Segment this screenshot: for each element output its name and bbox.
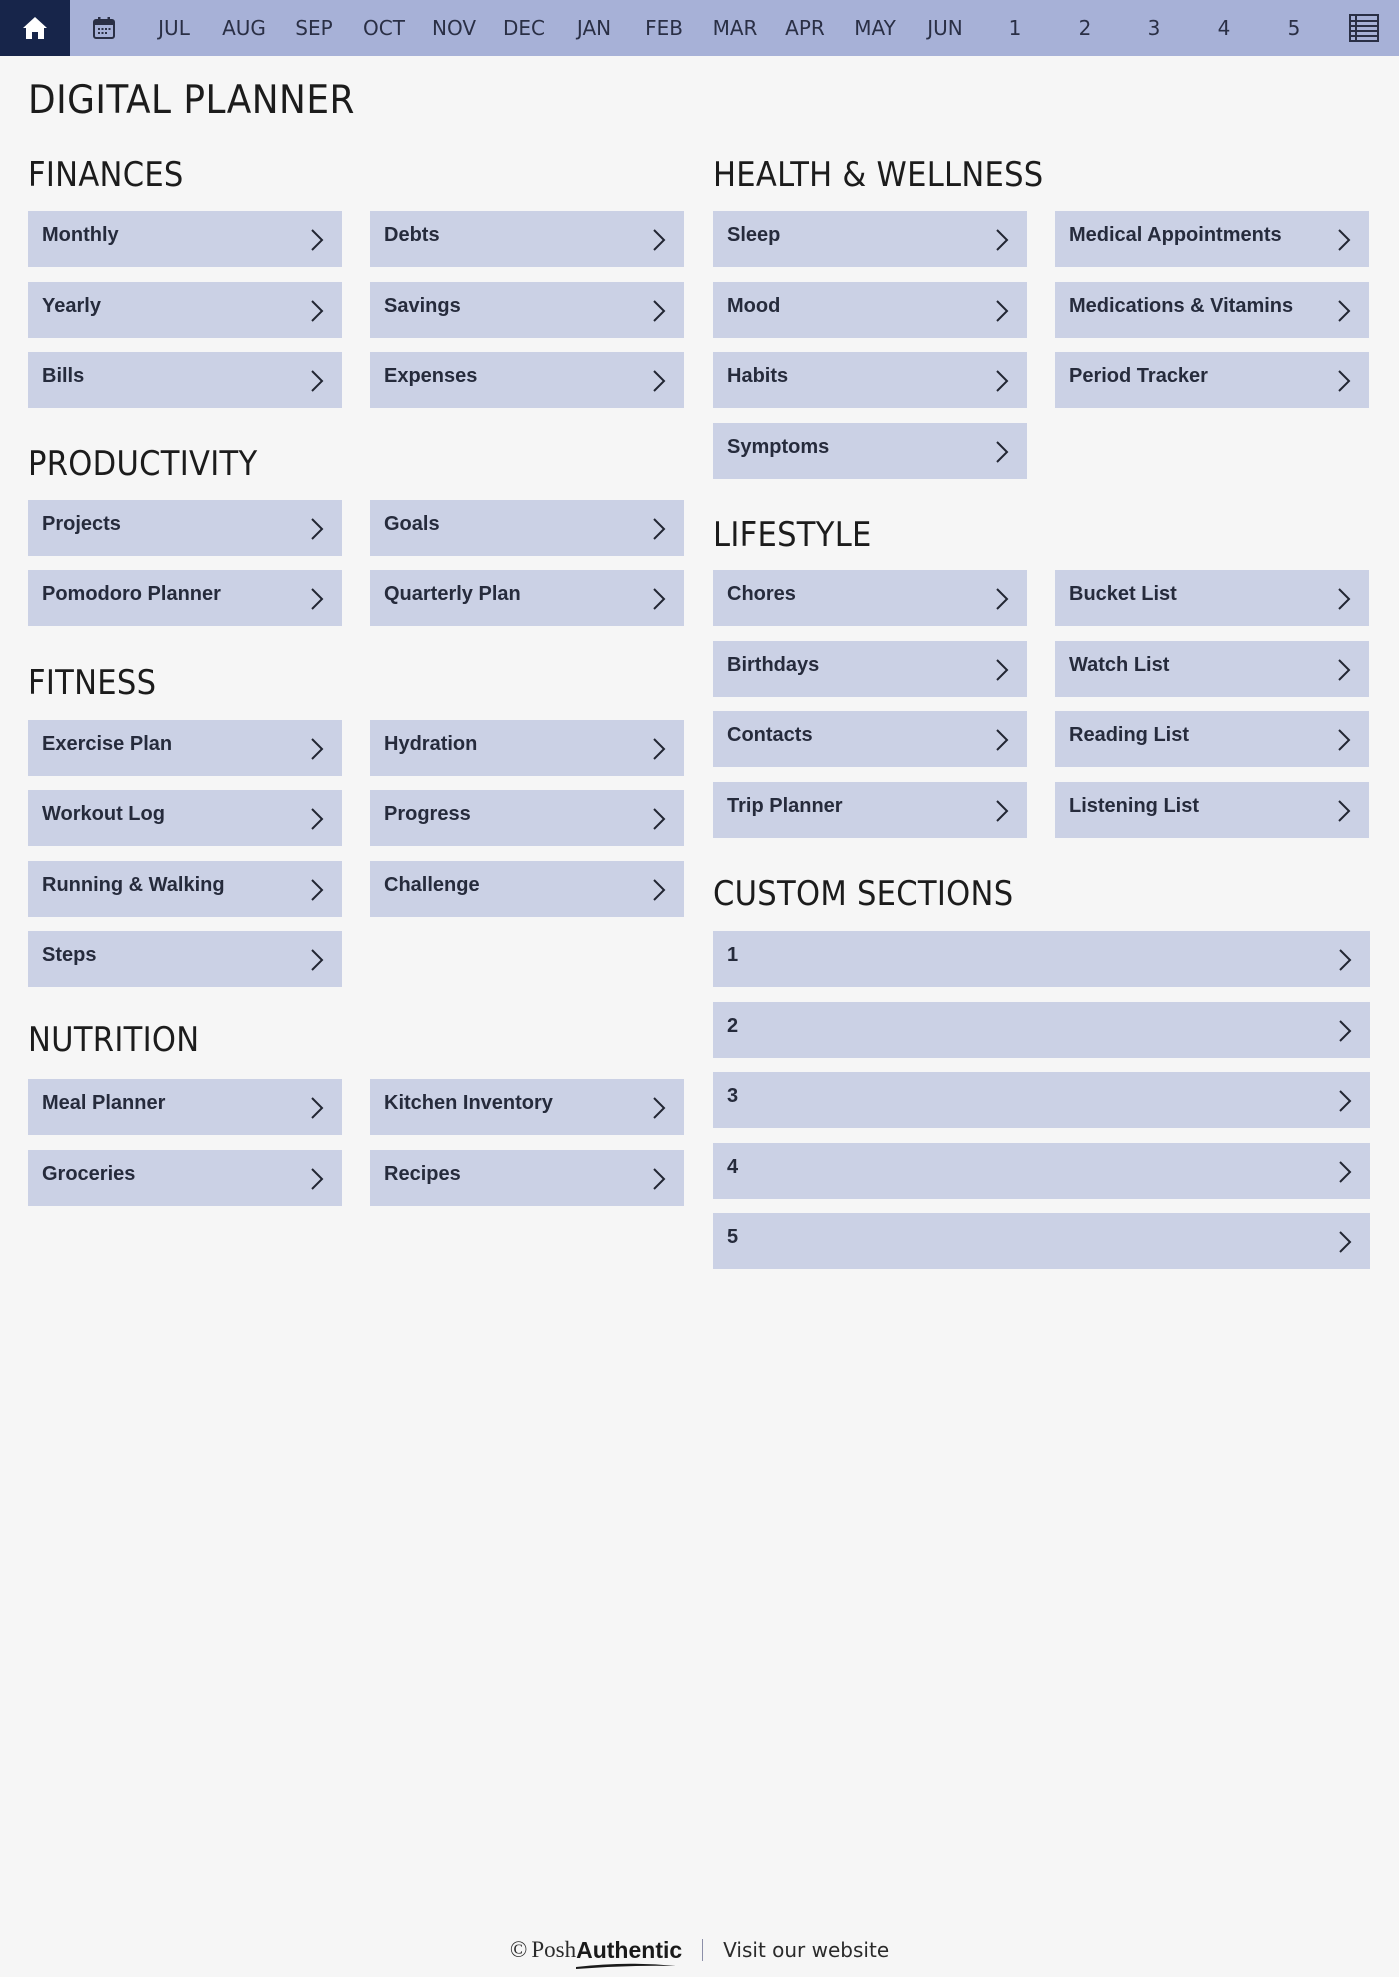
- tab-custom-4[interactable]: 4: [1217, 16, 1231, 40]
- link-pomodoro-planner[interactable]: [28, 570, 342, 626]
- link-habits[interactable]: [713, 352, 1027, 408]
- section-title-custom: CUSTOM SECTIONS: [713, 874, 1014, 914]
- chevron-right-icon: [310, 517, 324, 541]
- link-workout-log[interactable]: [28, 790, 342, 846]
- chevron-right-icon: [1338, 1089, 1352, 1113]
- link-hydration[interactable]: [370, 720, 684, 776]
- chevron-right-icon: [1337, 228, 1351, 252]
- chevron-right-icon: [652, 228, 666, 252]
- brand-logo-authentic-text: Authentic: [576, 1936, 683, 1963]
- chevron-right-icon: [652, 1096, 666, 1120]
- link-label: Recipes: [384, 1163, 461, 1185]
- link-label: Savings: [384, 295, 461, 317]
- link-medical-appointments[interactable]: [1055, 211, 1369, 267]
- link-label: Progress: [384, 803, 471, 825]
- link-label: Challenge: [384, 874, 480, 896]
- tab-jul[interactable]: JUL: [158, 16, 190, 40]
- link-label: 3: [727, 1085, 739, 1107]
- chevron-right-icon: [652, 807, 666, 831]
- link-bucket-list[interactable]: [1055, 570, 1369, 626]
- link-label: Mood: [727, 295, 781, 317]
- link-label: Yearly: [42, 295, 101, 317]
- chevron-right-icon: [995, 658, 1009, 682]
- link-groceries[interactable]: [28, 1150, 342, 1206]
- home-icon: [22, 16, 48, 40]
- menu-list-button[interactable]: [1329, 0, 1399, 56]
- chevron-right-icon: [995, 369, 1009, 393]
- link-birthdays[interactable]: [713, 641, 1027, 697]
- link-challenge[interactable]: [370, 861, 684, 917]
- link-symptoms[interactable]: [713, 423, 1027, 479]
- chevron-right-icon: [995, 228, 1009, 252]
- home-button[interactable]: [0, 0, 70, 56]
- chevron-right-icon: [995, 440, 1009, 464]
- link-label: Period Tracker: [1069, 365, 1208, 387]
- chevron-right-icon: [310, 948, 324, 972]
- link-trip-planner[interactable]: [713, 782, 1027, 838]
- link-monthly[interactable]: [28, 211, 342, 267]
- link-label: Kitchen Inventory: [384, 1092, 553, 1114]
- chevron-right-icon: [1338, 1230, 1352, 1254]
- link-custom-5[interactable]: [713, 1213, 1370, 1269]
- chevron-right-icon: [652, 517, 666, 541]
- link-custom-2[interactable]: [713, 1002, 1370, 1058]
- link-label: Pomodoro Planner: [42, 583, 221, 605]
- calendar-button[interactable]: [70, 0, 138, 56]
- chevron-right-icon: [652, 1167, 666, 1191]
- chevron-right-icon: [995, 299, 1009, 323]
- footer: [0, 1930, 1399, 1970]
- calendar-icon: [92, 16, 116, 40]
- chevron-right-icon: [652, 369, 666, 393]
- link-contacts[interactable]: [713, 711, 1027, 767]
- tab-jan[interactable]: JAN: [576, 16, 612, 40]
- section-title-health: HEALTH & WELLNESS: [713, 155, 1044, 195]
- chevron-right-icon: [1338, 1160, 1352, 1184]
- link-custom-4[interactable]: [713, 1143, 1370, 1199]
- tab-sep[interactable]: SEP: [295, 16, 333, 40]
- tab-feb[interactable]: FEB: [645, 16, 683, 40]
- chevron-right-icon: [310, 299, 324, 323]
- link-label: 4: [727, 1156, 739, 1178]
- link-label: Running & Walking: [42, 874, 225, 896]
- tab-custom-2[interactable]: 2: [1078, 16, 1092, 40]
- link-label: 1: [727, 944, 739, 966]
- chevron-right-icon: [310, 587, 324, 611]
- link-expenses[interactable]: [370, 352, 684, 408]
- link-label: 2: [727, 1015, 739, 1037]
- chevron-right-icon: [1338, 948, 1352, 972]
- link-label: Quarterly Plan: [384, 583, 521, 605]
- chevron-right-icon: [1337, 587, 1351, 611]
- tab-dec[interactable]: DEC: [502, 16, 546, 40]
- chevron-right-icon: [1337, 369, 1351, 393]
- link-label: Watch List: [1069, 654, 1170, 676]
- link-label: Habits: [727, 365, 789, 387]
- link-custom-1[interactable]: [713, 931, 1370, 987]
- link-progress[interactable]: [370, 790, 684, 846]
- link-label: Sleep: [727, 224, 781, 246]
- page-title: DIGITAL PLANNER: [28, 78, 355, 123]
- link-bills[interactable]: [28, 352, 342, 408]
- link-running-walking[interactable]: [28, 861, 342, 917]
- brand-logo-posh: Posh: [531, 1937, 577, 1962]
- link-label: Expenses: [384, 365, 478, 387]
- link-reading-list[interactable]: [1055, 711, 1369, 767]
- footer-divider: [702, 1939, 703, 1961]
- section-title-fitness: FITNESS: [28, 663, 157, 703]
- link-label: Meal Planner: [42, 1092, 166, 1114]
- chevron-right-icon: [1337, 658, 1351, 682]
- chevron-right-icon: [310, 228, 324, 252]
- tab-apr[interactable]: APR: [785, 16, 825, 40]
- chevron-right-icon: [652, 878, 666, 902]
- link-label: Hydration: [384, 733, 478, 755]
- tab-custom-3[interactable]: 3: [1147, 16, 1161, 40]
- chevron-right-icon: [995, 799, 1009, 823]
- link-label: Trip Planner: [727, 795, 843, 817]
- top-navigation: [0, 0, 1399, 56]
- link-label: Workout Log: [42, 803, 165, 825]
- link-goals[interactable]: [370, 500, 684, 556]
- link-label: Monthly: [42, 224, 119, 246]
- link-label: Reading List: [1069, 724, 1190, 746]
- chevron-right-icon: [1337, 799, 1351, 823]
- link-listening-list[interactable]: [1055, 782, 1369, 838]
- link-sleep[interactable]: [713, 211, 1027, 267]
- chevron-right-icon: [652, 737, 666, 761]
- link-label: Bucket List: [1069, 583, 1177, 605]
- chevron-right-icon: [995, 587, 1009, 611]
- link-label: Steps: [42, 944, 97, 966]
- link-watch-list[interactable]: [1055, 641, 1369, 697]
- tab-may[interactable]: MAY: [854, 16, 896, 40]
- tab-custom-1[interactable]: 1: [1008, 16, 1022, 40]
- link-recipes[interactable]: [370, 1150, 684, 1206]
- copyright-symbol: ©: [509, 1937, 528, 1962]
- link-label: Listening List: [1069, 795, 1199, 817]
- link-debts[interactable]: [370, 211, 684, 267]
- section-title-finances: FINANCES: [28, 155, 184, 195]
- link-mood[interactable]: [713, 282, 1027, 338]
- link-yearly[interactable]: [28, 282, 342, 338]
- link-exercise-plan[interactable]: [28, 720, 342, 776]
- menu-list-icon: [1349, 14, 1379, 42]
- brand-swoosh-icon: [576, 1962, 676, 1970]
- link-label: 5: [727, 1226, 739, 1248]
- chevron-right-icon: [652, 587, 666, 611]
- link-label: Bills: [42, 365, 85, 387]
- link-label: Goals: [384, 513, 440, 535]
- chevron-right-icon: [1337, 299, 1351, 323]
- link-medications-vitamins[interactable]: [1055, 282, 1369, 338]
- tab-oct[interactable]: OCT: [363, 16, 405, 40]
- link-quarterly-plan[interactable]: [370, 570, 684, 626]
- link-label: Symptoms: [727, 436, 830, 458]
- link-projects[interactable]: [28, 500, 342, 556]
- visit-website-link[interactable]: Visit our website: [723, 1938, 890, 1962]
- link-label: Debts: [384, 224, 440, 246]
- chevron-right-icon: [995, 728, 1009, 752]
- tab-mar[interactable]: MAR: [712, 16, 758, 40]
- tab-aug[interactable]: AUG: [222, 16, 266, 40]
- chevron-right-icon: [310, 369, 324, 393]
- link-kitchen-inventory[interactable]: [370, 1079, 684, 1135]
- link-period-tracker[interactable]: [1055, 352, 1369, 408]
- chevron-right-icon: [310, 737, 324, 761]
- link-label: Birthdays: [727, 654, 820, 676]
- chevron-right-icon: [310, 1096, 324, 1120]
- section-title-productivity: PRODUCTIVITY: [28, 444, 258, 484]
- tab-custom-5[interactable]: 5: [1287, 16, 1301, 40]
- link-label: Contacts: [727, 724, 813, 746]
- chevron-right-icon: [652, 299, 666, 323]
- chevron-right-icon: [310, 1167, 324, 1191]
- tab-jun[interactable]: JUN: [927, 16, 963, 40]
- chevron-right-icon: [1338, 1019, 1352, 1043]
- chevron-right-icon: [310, 807, 324, 831]
- link-chores[interactable]: [713, 570, 1027, 626]
- link-savings[interactable]: [370, 282, 684, 338]
- chevron-right-icon: [1337, 728, 1351, 752]
- brand-logo-authentic: [576, 1937, 682, 1964]
- link-label: Exercise Plan: [42, 733, 173, 755]
- link-meal-planner[interactable]: [28, 1079, 342, 1135]
- chevron-right-icon: [310, 878, 324, 902]
- link-steps[interactable]: [28, 931, 342, 987]
- section-title-lifestyle: LIFESTYLE: [713, 515, 872, 555]
- tab-nov[interactable]: NOV: [431, 16, 477, 40]
- link-custom-3[interactable]: [713, 1072, 1370, 1128]
- link-label: Projects: [42, 513, 121, 535]
- link-label: Medications & Vitamins: [1069, 295, 1294, 317]
- link-label: Groceries: [42, 1163, 136, 1185]
- link-label: Chores: [727, 583, 796, 605]
- section-title-nutrition: NUTRITION: [28, 1020, 200, 1060]
- link-label: Medical Appointments: [1069, 224, 1282, 246]
